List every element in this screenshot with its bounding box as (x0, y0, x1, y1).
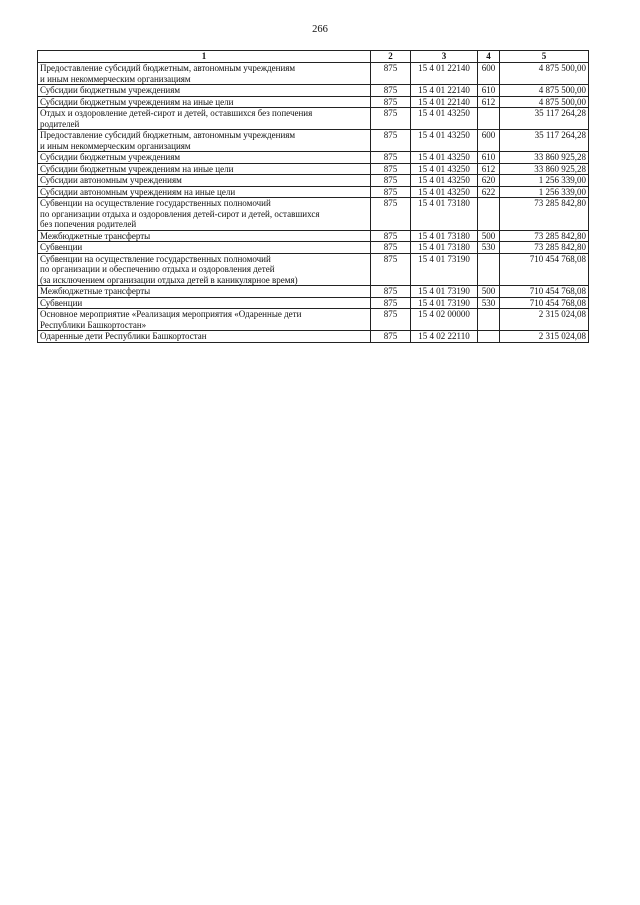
cell-amount: 710 454 768,08 (500, 286, 589, 298)
cell-name: Субвенции на осуществление государственных полномочий по организации отдыха и оздоровления детей-сирот и детей, оставшихся без попечения родителей (38, 198, 371, 231)
header-col-4: 4 (478, 51, 500, 63)
cell-ministry-code: 875 (371, 96, 411, 108)
cell-target-article: 15 4 02 00000 (411, 309, 478, 331)
cell-expense-type: 612 (478, 163, 500, 175)
cell-name: Одаренные дети Республики Башкортостан (38, 331, 371, 343)
cell-name: Субсидии автономным учреждениям на иные цели (38, 186, 371, 198)
cell-name: Основное мероприятие «Реализация мероприятия «Одаренные дети Республики Башкортостан» (38, 309, 371, 331)
cell-amount: 73 285 842,80 (500, 230, 589, 242)
cell-name: Межбюджетные трансферты (38, 286, 371, 298)
cell-expense-type (478, 331, 500, 343)
cell-ministry-code: 875 (371, 297, 411, 309)
cell-expense-type: 610 (478, 85, 500, 97)
table-row (38, 242, 589, 254)
cell-name: Субвенции на осуществление государственных полномочий по организации и обеспечению отдыха и оздоровления детей (за исключением организации отдыха детей в каникулярное время) (38, 253, 371, 286)
cell-ministry-code: 875 (371, 175, 411, 187)
cell-target-article: 15 4 01 73190 (411, 286, 478, 298)
cell-amount: 4 875 500,00 (500, 63, 589, 85)
header-col-1: 1 (38, 51, 371, 63)
budget-table (37, 50, 589, 343)
table-row (38, 309, 589, 331)
cell-amount: 73 285 842,80 (500, 242, 589, 254)
cell-ministry-code: 875 (371, 198, 411, 231)
cell-name: Субсидии бюджетным учреждениям на иные цели (38, 96, 371, 108)
table-row (38, 63, 589, 85)
table-row (38, 130, 589, 152)
cell-expense-type (478, 198, 500, 231)
header-col-5: 5 (500, 51, 589, 63)
cell-amount: 73 285 842,80 (500, 198, 589, 231)
cell-target-article: 15 4 01 73180 (411, 198, 478, 231)
cell-target-article: 15 4 02 22110 (411, 331, 478, 343)
cell-name: Субсидии автономным учреждениям (38, 175, 371, 187)
table-row (38, 175, 589, 187)
cell-name: Межбюджетные трансферты (38, 230, 371, 242)
cell-ministry-code: 875 (371, 286, 411, 298)
cell-name: Субсидии бюджетным учреждениям (38, 152, 371, 164)
cell-amount: 4 875 500,00 (500, 85, 589, 97)
header-col-2: 2 (371, 51, 411, 63)
cell-amount: 2 315 024,08 (500, 331, 589, 343)
cell-ministry-code: 875 (371, 152, 411, 164)
cell-amount: 33 860 925,28 (500, 163, 589, 175)
cell-target-article: 15 4 01 73180 (411, 230, 478, 242)
cell-ministry-code: 875 (371, 108, 411, 130)
cell-expense-type: 612 (478, 96, 500, 108)
cell-ministry-code: 875 (371, 63, 411, 85)
cell-target-article: 15 4 01 73190 (411, 297, 478, 309)
table-row (38, 186, 589, 198)
cell-target-article: 15 4 01 73190 (411, 253, 478, 286)
table-row (38, 297, 589, 309)
cell-expense-type: 600 (478, 63, 500, 85)
table-row (38, 230, 589, 242)
cell-amount: 33 860 925,28 (500, 152, 589, 164)
table-row (38, 85, 589, 97)
cell-amount: 4 875 500,00 (500, 96, 589, 108)
cell-expense-type: 530 (478, 242, 500, 254)
cell-amount: 1 256 339,00 (500, 175, 589, 187)
cell-name: Предоставление субсидий бюджетным, автономным учреждениям и иным некоммерческим организациям (38, 130, 371, 152)
table-row (38, 198, 589, 231)
cell-ministry-code: 875 (371, 309, 411, 331)
table-row (38, 152, 589, 164)
cell-expense-type (478, 309, 500, 331)
cell-expense-type: 620 (478, 175, 500, 187)
header-col-3: 3 (411, 51, 478, 63)
cell-ministry-code: 875 (371, 230, 411, 242)
cell-target-article: 15 4 01 43250 (411, 130, 478, 152)
cell-amount: 710 454 768,08 (500, 253, 589, 286)
cell-target-article: 15 4 01 22140 (411, 63, 478, 85)
cell-name: Субсидии бюджетным учреждениям (38, 85, 371, 97)
cell-ministry-code: 875 (371, 253, 411, 286)
cell-ministry-code: 875 (371, 163, 411, 175)
cell-amount: 1 256 339,00 (500, 186, 589, 198)
table-row (38, 286, 589, 298)
cell-expense-type (478, 108, 500, 130)
cell-ministry-code: 875 (371, 186, 411, 198)
cell-amount: 710 454 768,08 (500, 297, 589, 309)
table-body (38, 63, 589, 343)
cell-name: Субсидии бюджетным учреждениям на иные цели (38, 163, 371, 175)
cell-name: Предоставление субсидий бюджетным, автономным учреждениям и иным некоммерческим организациям (38, 63, 371, 85)
cell-expense-type: 600 (478, 130, 500, 152)
cell-ministry-code: 875 (371, 242, 411, 254)
cell-target-article: 15 4 01 43250 (411, 186, 478, 198)
cell-name: Отдых и оздоровление детей-сирот и детей, оставшихся без попечения родителей (38, 108, 371, 130)
table-header-row (38, 51, 589, 63)
table-row (38, 108, 589, 130)
cell-target-article: 15 4 01 73180 (411, 242, 478, 254)
cell-expense-type: 500 (478, 230, 500, 242)
table-row (38, 331, 589, 343)
cell-expense-type (478, 253, 500, 286)
table-row (38, 253, 589, 286)
table-row (38, 163, 589, 175)
cell-expense-type: 530 (478, 297, 500, 309)
cell-target-article: 15 4 01 22140 (411, 96, 478, 108)
cell-amount: 35 117 264,28 (500, 108, 589, 130)
table-row (38, 96, 589, 108)
cell-target-article: 15 4 01 22140 (411, 85, 478, 97)
cell-ministry-code: 875 (371, 85, 411, 97)
cell-target-article: 15 4 01 43250 (411, 152, 478, 164)
cell-ministry-code: 875 (371, 130, 411, 152)
cell-amount: 35 117 264,28 (500, 130, 589, 152)
cell-expense-type: 500 (478, 286, 500, 298)
cell-amount: 2 315 024,08 (500, 309, 589, 331)
page-number: 266 (312, 24, 328, 35)
cell-expense-type: 610 (478, 152, 500, 164)
cell-ministry-code: 875 (371, 331, 411, 343)
cell-target-article: 15 4 01 43250 (411, 163, 478, 175)
cell-target-article: 15 4 01 43250 (411, 175, 478, 187)
cell-name: Субвенции (38, 297, 371, 309)
cell-expense-type: 622 (478, 186, 500, 198)
cell-target-article: 15 4 01 43250 (411, 108, 478, 130)
cell-name: Субвенции (38, 242, 371, 254)
